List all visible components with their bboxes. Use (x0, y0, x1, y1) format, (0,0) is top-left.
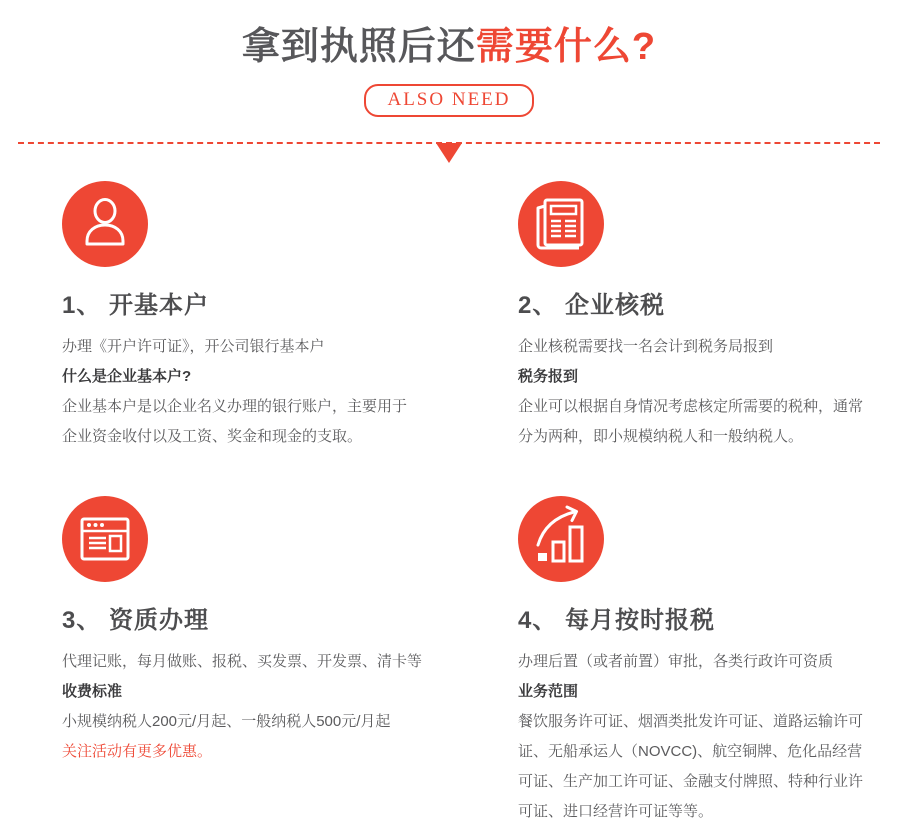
body-subheading: 什么是企业基本户? (62, 368, 192, 385)
body-line: 企业可以根据自身情况考虑核定所需要的税种，通常 (518, 398, 864, 415)
section-body (62, 332, 458, 452)
body-line: 餐饮服务许可证、烟酒类批发许可证、道路运输许可 (518, 713, 864, 730)
section-heading: 4、 每月按时报税 (518, 607, 716, 634)
also-need-badge: ALSO NEED (364, 84, 533, 117)
body-line: 证、无船承运人（NOVCC)、航空铜牌、危化品经营 (518, 743, 863, 760)
promo-line: 关注活动有更多优惠。 (62, 743, 213, 760)
section-tax-verification (518, 181, 880, 452)
section-heading: 2、 企业核税 (518, 292, 666, 319)
down-triangle-icon (436, 143, 462, 163)
sections-grid (0, 163, 898, 827)
body-line: 分为两种，即小规模纳税人和一般纳税人。 (518, 428, 804, 445)
body-subheading: 收费标准 (62, 683, 123, 700)
body-line: 可证、进口经营许可证等等。 (518, 803, 714, 820)
section-body (518, 332, 880, 452)
newspaper-icon (518, 181, 604, 267)
body-line: 可证、生产加工许可证、金融支付牌照、特种行业许 (518, 773, 864, 790)
page-title (0, 0, 898, 70)
section-qualifications (62, 496, 458, 827)
body-line: 企业核税需要找一名会计到税务局报到 (518, 338, 774, 355)
body-line: 办理后置（或者前置）审批，各类行政许可资质 (518, 653, 834, 670)
section-body (518, 647, 880, 827)
section-open-bank-account (62, 181, 458, 452)
body-line: 小规模纳税人200元/月起、一般纳税人500元/月起 (62, 713, 391, 730)
section-heading: 1、 开基本户 (62, 292, 210, 319)
body-line: 代理记账，每月做账、报税、买发票、开发票、清卡等 (62, 653, 423, 670)
body-line: 企业资金收付以及工资、奖金和现金的支取。 (62, 428, 363, 445)
body-subheading: 业务范围 (518, 683, 579, 700)
body-subheading: 税务报到 (518, 368, 579, 385)
badge-row (0, 84, 898, 117)
chart-growth-icon (518, 496, 604, 582)
section-body (62, 647, 458, 767)
page-title-gray: 拿到执照后还 (241, 26, 476, 68)
section-heading: 3、 资质办理 (62, 607, 210, 634)
body-line: 企业基本户是以企业名义办理的银行账户，主要用于 (62, 398, 408, 415)
page-title-red: 需要什么? (475, 26, 657, 68)
body-line: 办理《开户许可证》，开公司银行基本户 (62, 338, 325, 355)
user-icon (62, 181, 148, 267)
section-monthly-tax-filing (518, 496, 880, 827)
browser-window-icon (62, 496, 148, 582)
